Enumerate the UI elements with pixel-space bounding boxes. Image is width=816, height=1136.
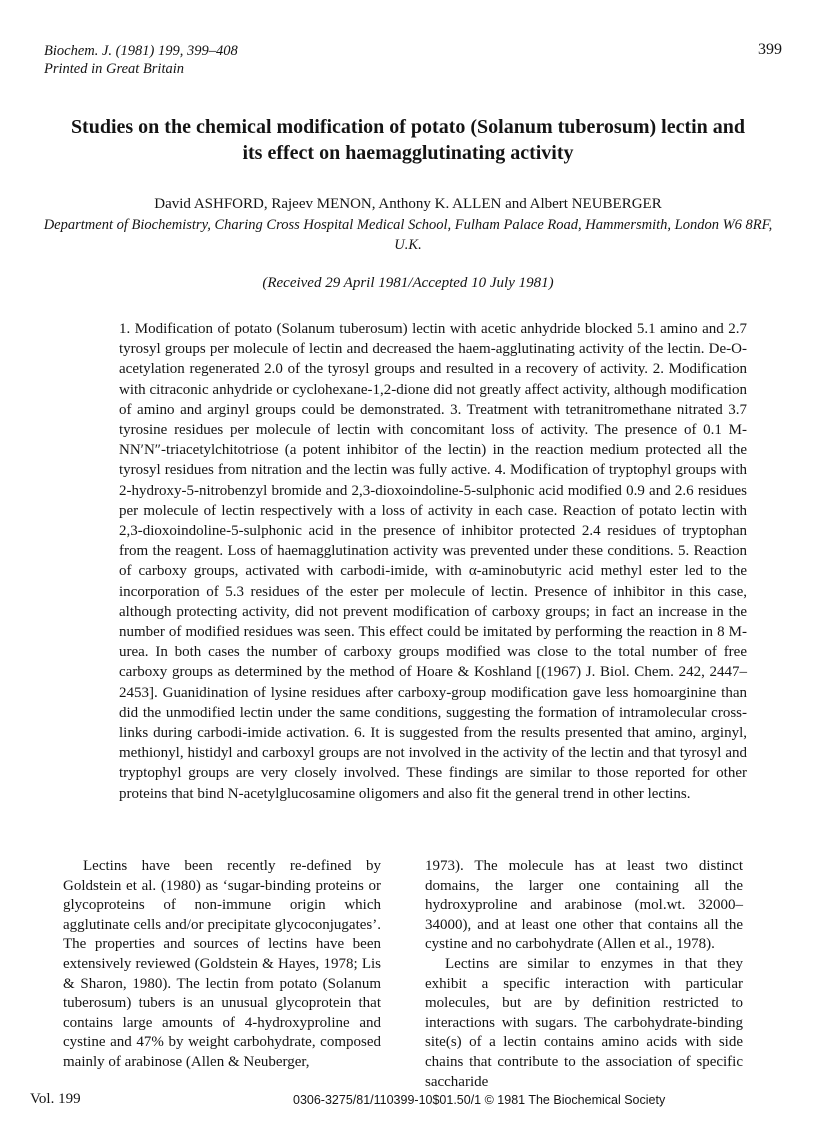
journal-line: Biochem. J. (1981) 199, 399–408 [44,43,238,59]
printed-line: Printed in Great Britain [44,61,185,77]
body-paragraph: Lectins have been recently re-defined by Goldstein et al. (1980) as ‘sugar-binding proteins or glycoproteins of non-immune origin which agglutinate cells and/or precipitate glycoconjugates’. The properties and sources of lectins have been extensively reviewed (Goldstein & Hayes, 1978; Lis & Sharon, 1980). The lectin from potato (Solanum tuberosum) tubers is an unusual glycoprotein that contains large amounts of 4-hydroxyproline and cystine and 47% by weight carbohydrate, composed mainly of arabinose (Allen & Neuberger, [63,858,381,1070]
body-column-right [425,857,743,1092]
abstract-text: 1. Modification of potato (Solanum tuberosum) lectin with acetic anhydride blocked 5.1 amino and 2.7 tyrosyl groups per molecule of lectin and decreased the haem-agglutinating activity of the lectin. De-O-acetylation regenerated 2.0 of the tyrosyl groups and resulted in a recovery of activity. 2. Modification with citraconic anhydride or cyclohexane-1,2-dione did not greatly affect activity, although modification of amino and arginyl groups could be demonstrated. 3. Treatment with tetranitromethane nitrated 3.7 tyrosine residues per molecule of lectin with concomitant loss of activity. The presence of 0.1 M-NN′N″-triacetylchitotriose (a potent inhibitor of the lectin) in the reaction medium protected all the tyrosyl residues from nitration and the lectin was fully active. 4. Modification of tryptophyl groups with 2-hydroxy-5-nitrobenzyl bromide and 2,3-dioxoindoline-5-sulphonic acid modified 0.9 and 2.6 residues per molecule of lectin respectively with a loss of activity in each case. Reaction of potato lectin with 2,3-dioxoindoline-5-sulphonic acid in the presence of inhibitor protected 2.4 residues of tryptophan from the reagent. Loss of haemagglutination activity was prevented under these conditions. 5. Reaction of carboxy groups, activated with carbodi-imide, with α-aminobutyric acid methyl ester led to the incorporation of 5.3 residues of the ester per molecule of lectin. Presence of inhibitor in this case, although protecting activity, did not prevent modification of carboxy groups; in fact an increase in the number of modified residues was seen. This effect could be imitated by performing the reaction in 8 M-urea. In both cases the number of carboxy groups modified was close to the total number of free carboxy groups as determined by the method of Hoare & Koshland [(1967) J. Biol. Chem. 242, 2447–2453]. Guanidination of lysine residues after carboxy-group modification gave less homoarginine than did the unmodified lectin under the same conditions, suggesting the formation of intramolecular cross-links during carbodi-imide activation. 6. It is suggested from the results presented that amino, arginyl, methionyl, histidyl and carboxyl groups are not involved in the activity of the lectin and that tyrosyl and tryptophyl groups are very closely involved. These findings are similar to those reported for other proteins that bind N-acetylglucosamine oligomers and also fit the general trend in other lectins. [119,321,747,802]
body-column-left [63,857,381,1073]
body-paragraph: Lectins are similar to enzymes in that they exhibit a specific interaction with particular molecules, but are by definition restricted to interactions with sugars. The carbohydrate-binding site(s) of a lectin contains amino acids with side chains that contribute to the association of specific saccharide [425,955,743,1090]
received-dates: (Received 29 April 1981/Accepted 10 July 1981) [262,275,554,291]
page-number: 399 [758,41,782,58]
journal-citation [44,42,238,78]
copyright-line: 0306-3275/81/110399-10$01.50/1 © 1981 The Biochemical Society [293,1093,666,1107]
body-paragraph: 1973). The molecule has at least two distinct domains, the larger one containing all the hydroxyproline and arabinose (mol.wt. 32000–34000), and at least one other that contains all the cystine and no carbohydrate (Allen et al., 1978). [425,858,743,953]
authors: David ASHFORD, Rajeev MENON, Anthony K. ALLEN and Albert NEUBERGER [154,196,662,212]
article-title: Studies on the chemical modification of potato (Solanum tuberosum) lectin and its effect on haemagglutinating activity [70,116,746,164]
volume-label: Vol. 199 [30,1091,81,1107]
affiliation: Department of Biochemistry, Charing Cross Hospital Medical School, Fulham Palace Road, Hammersmith, London W6 8RF, U.K. [43,217,773,253]
abstract [119,319,747,804]
